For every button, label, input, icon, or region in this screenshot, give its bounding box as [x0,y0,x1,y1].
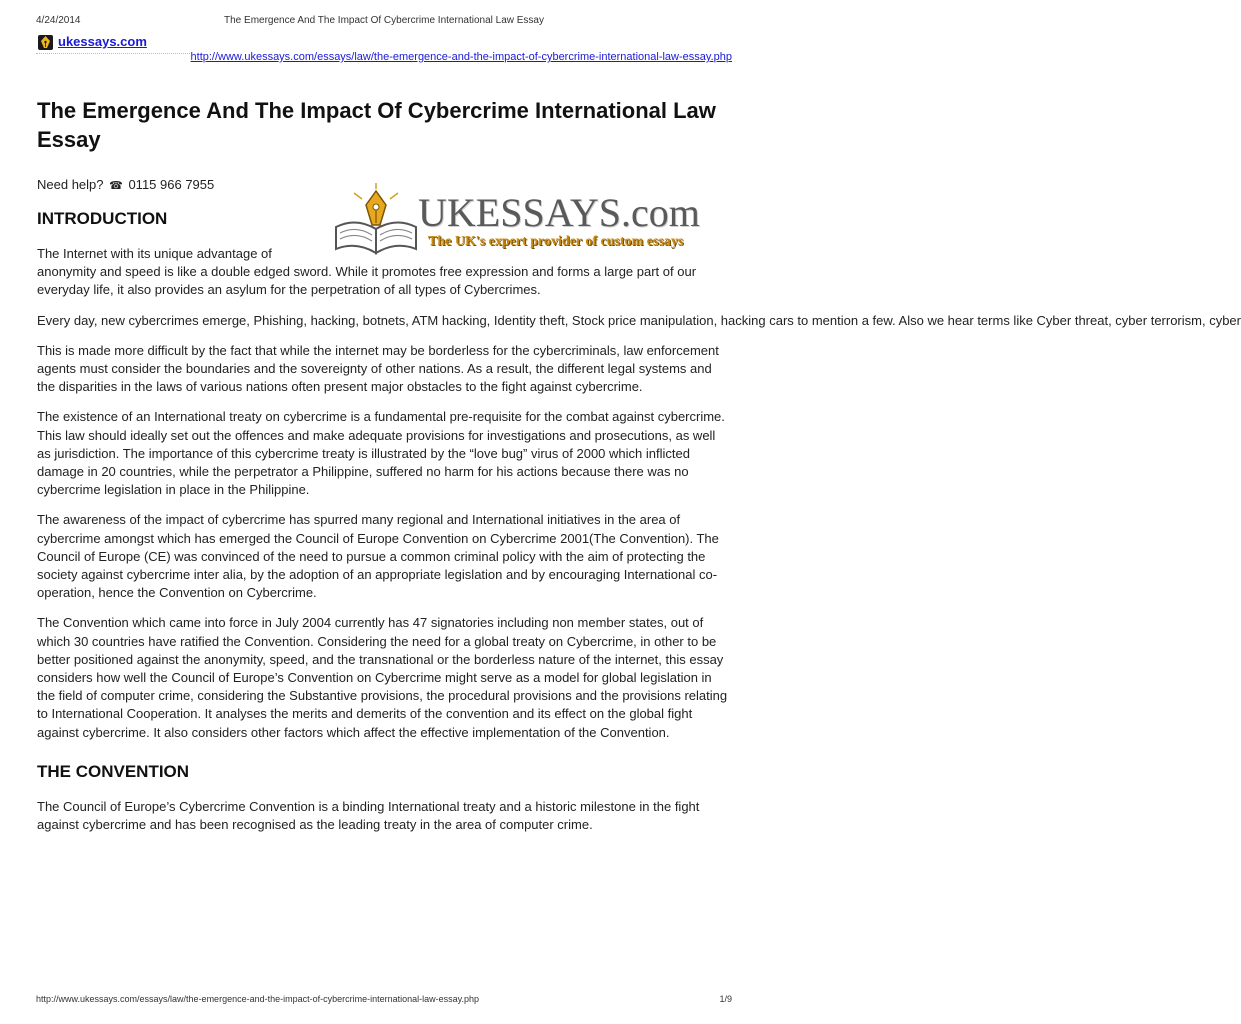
page-number: 1/9 [719,994,732,1004]
paragraph: The Internet with its unique advantage of anonymity and speed is like a double edged sword. While it promotes free expression and forms a large part of our everyday life, it also provides an asylum for the perpetration of all types of Cybercrimes. [37,246,697,298]
convention-heading: THE CONVENTION [37,761,190,781]
paragraph: The Convention which came into force in July 2004 currently has 47 signatories including non member states, out of which 30 countries have ratified the Convention. Considering the need for a global treaty on Cybercrime, in other to be better positioned against the anonymity, speed, and the transnational or the borderless nature of the internet, this essay considers how well the Council of Europe’s Convention on Cybercrime might serve as a model for global legislation in the field of computer crime, considering the Substantive provisions, the procedural provisions and the provisions relating to International Cooperation. It analyses the merits and demerits of the convention and its effect on the global fight against cybercrime. It also considers other factors which affect the effective implementation of the Convention. [37,615,728,740]
paragraph: The awareness of the impact of cybercrime has spurred many regional and International initiatives in the area of cybercrime amongst which has emerged the Council of Europe Convention on Cybercrime 2001(The Convention). The Council of Europe (CE) was convinced of the need to pursue a common criminal policy with the aim of protecting the society against cybercrime inter alia, by the adoption of an appropriate legislation and by encouraging International co-operation, hence the Convention on Cybercrime. [37,512,719,601]
pen-nib-icon [38,35,53,50]
site-name-link[interactable]: ukessays.com [58,34,147,49]
print-title: The Emergence And The Impact Of Cybercrime International Law Essay [224,15,544,26]
paragraph: The Council of Europe’s Cybercrime Convention is a binding International treaty and a historic milestone in the fight against cybercrime and has been recognised as the leading treaty in the area of computer crime. [37,798,700,833]
ukessays-logo [332,187,742,259]
page-url-link[interactable]: http://www.ukessays.com/essays/law/the-emergence-and-the-impact-of-cybercrime-international-law-essay.php [190,51,732,63]
print-date: 4/24/2014 [36,15,81,26]
logo-tagline: The UK's expert provider of custom essays [428,234,684,249]
print-footer [36,994,732,1008]
print-header [36,15,732,29]
paragraph: This is made more difficult by the fact that while the internet may be borderless for the cybercriminals, law enforcement agents must consider the boundaries and the sovereignty of other nations. As a result, the different legal systems and the disparities in the laws of various nations often present major obstacles to the fight against cybercrime. [37,342,719,395]
intro-heading: INTRODUCTION [37,209,168,228]
open-book-icon [332,187,422,259]
phone-number[interactable]: 0115 966 7955 [128,177,215,192]
footer-url: http://www.ukessays.com/essays/law/the-emergence-and-the-impact-of-cybercrime-international-law-essay.php [36,994,480,1004]
site-bar [36,32,732,74]
paragraph: Every day, new cybercrimes emerge, Phishing, hacking, botnets, ATM hacking, Identity theft, Stock price manipulation, hacking cars to mention a few. Also we hear terms like Cyber threat, cyber terrorism, cyber [37,312,1241,328]
article [37,96,1241,846]
article-title: The Emergence And The Impact Of Cybercrime International Law Essay [37,98,716,152]
logo-wordmark: UKESSAYS.com [418,190,700,235]
phone-icon: ☎ [109,180,123,192]
paragraph: The existence of an International treaty on cybercrime is a fundamental pre-requisite for the combat against cybercrime. This law should ideally set out the offences and make adequate provisions for investigations and prosecutions, as well as jurisdiction. The importance of this cybercrime treaty is illustrated by the “love bug” virus of 2000 which inflicted damage in 20 countries, while the perpetrator a Philippine, suffered no harm for his actions because there was no cybercrime legislation in place in the Philippine. [37,409,725,498]
help-label: Need help? [37,177,104,192]
